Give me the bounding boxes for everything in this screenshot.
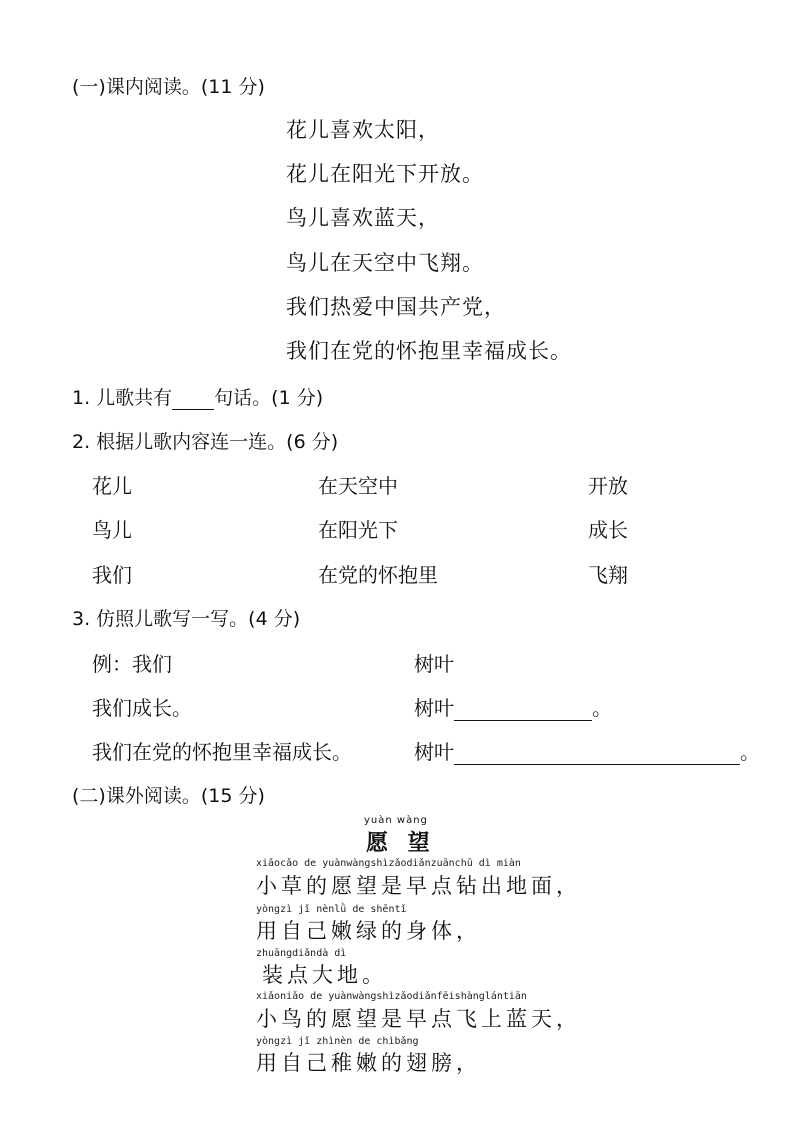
match-middle-item[interactable]: 在天空中 xyxy=(318,474,398,498)
passage-line: 小草的愿望是早点钻出地面， xyxy=(256,874,581,898)
poem-line: 鸟儿在天空中飞翔。 xyxy=(286,251,484,275)
pinyin-line: xiǎoniǎo de yuànwàngshìzǎodiǎnfēishànglántiān xyxy=(256,991,527,1002)
example-right: 树叶 xyxy=(414,652,454,676)
match-middle-item[interactable]: 在党的怀抱里 xyxy=(318,563,438,587)
passage-line: 用自己稚嫩的翅膀， xyxy=(256,1051,481,1075)
poem-line: 我们在党的怀抱里幸福成长。 xyxy=(286,339,572,363)
imitation-right xyxy=(414,736,760,765)
question-1-prefix: 1. 儿歌共有 xyxy=(72,387,173,409)
match-right-item[interactable]: 成长 xyxy=(588,518,628,542)
title-pinyin: yuàn wàng xyxy=(364,815,428,826)
imitation-right xyxy=(414,692,612,721)
poem-line: 花儿在阳光下开放。 xyxy=(286,162,484,186)
section-heading-in-class-reading: (一)课内阅读。(11 分) xyxy=(72,76,265,98)
pinyin-line: yòngzì jǐ zhìnèn de chìbǎng xyxy=(256,1036,419,1047)
poem-line: 鸟儿喜欢蓝天， xyxy=(286,206,440,230)
imitation-right-label: 树叶 xyxy=(414,696,454,720)
match-right-item[interactable]: 飞翔 xyxy=(588,563,628,587)
match-left-item[interactable]: 花儿 xyxy=(92,474,132,498)
example-left: 例：我们 xyxy=(92,652,172,676)
imitation-right-end: 。 xyxy=(740,740,760,764)
question-1 xyxy=(72,383,323,410)
answer-blank[interactable] xyxy=(454,696,592,721)
question-2-title: 2. 根据儿歌内容连一连。(6 分) xyxy=(72,431,339,453)
section-heading-extra-reading: (二)课外阅读。(15 分) xyxy=(72,785,265,807)
match-left-item[interactable]: 我们 xyxy=(92,563,132,587)
passage-line: 装点大地。 xyxy=(262,963,387,987)
question-1-suffix: 句话。(1 分) xyxy=(214,387,324,409)
pinyin-line: xiǎocǎo de yuànwàngshìzǎodiǎnzuānchū dì miàn xyxy=(256,858,521,869)
poem-line: 我们热爱中国共产党， xyxy=(286,295,506,319)
pinyin-line: yòngzì jǐ nènlǜ de shēntǐ xyxy=(256,904,407,915)
imitation-left: 我们在党的怀抱里幸福成长。 xyxy=(92,740,352,764)
match-right-item[interactable]: 开放 xyxy=(588,474,628,498)
answer-blank[interactable] xyxy=(454,740,740,765)
match-middle-item[interactable]: 在阳光下 xyxy=(318,518,398,542)
imitation-left: 我们成长。 xyxy=(92,696,192,720)
poem-line: 花儿喜欢太阳， xyxy=(286,118,440,142)
match-left-item[interactable]: 鸟儿 xyxy=(92,518,132,542)
passage-title: 愿 望 xyxy=(366,831,436,856)
pinyin-line: zhuāngdiǎndà dì xyxy=(256,948,347,959)
imitation-right-end: 。 xyxy=(592,696,612,720)
imitation-right-label: 树叶 xyxy=(414,740,454,764)
passage-line: 小鸟的愿望是早点飞上蓝天， xyxy=(256,1007,581,1031)
question-3-title: 3. 仿照儿歌写一写。(4 分) xyxy=(72,608,301,630)
answer-blank[interactable] xyxy=(172,387,214,410)
passage-line: 用自己嫩绿的身体， xyxy=(256,919,481,943)
